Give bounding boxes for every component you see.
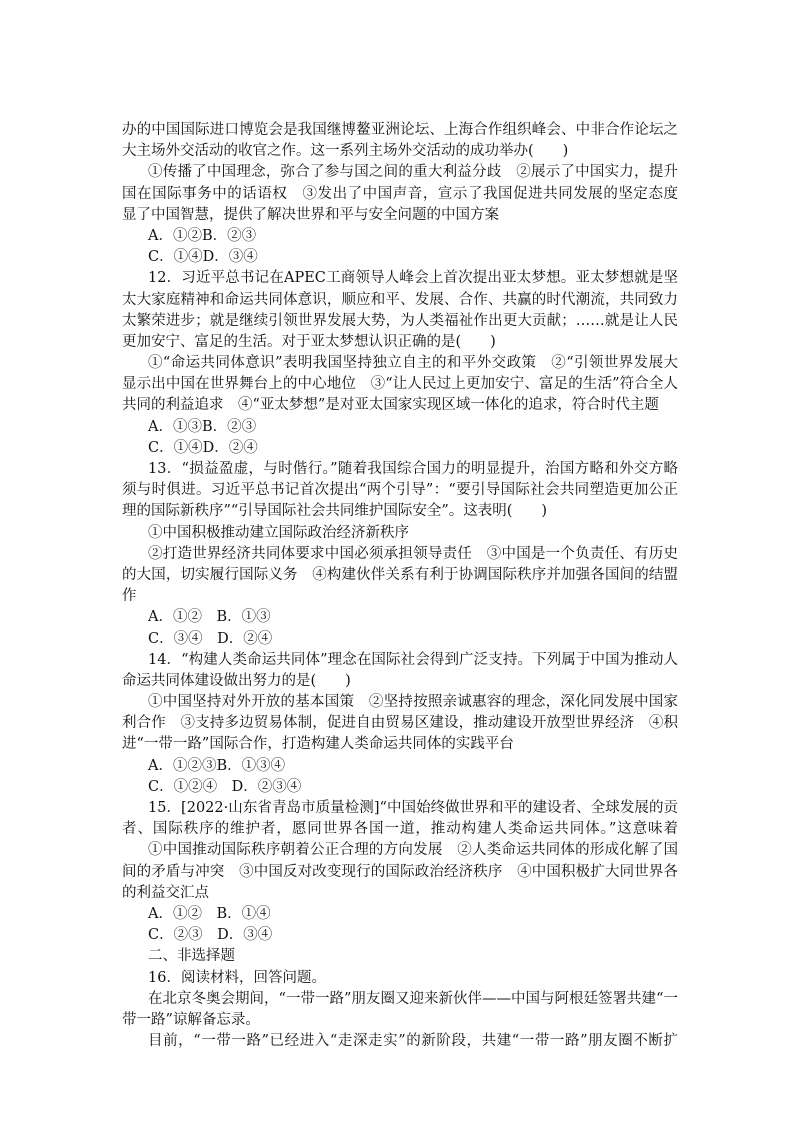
text-line: ②打造世界经济共同体要求中国必须承担领导责任 ③中国是一个负责任、有历史 <box>148 545 678 562</box>
text-line: 的利益交汇点 <box>122 884 209 901</box>
text-line: 二、非选择题 <box>148 948 235 965</box>
text-line: 12．习近平总书记在APEC工商领导人峰会上首次提出亚太梦想。亚太梦想就是坚 <box>148 270 678 287</box>
text-line: 理的国际新秩序”“引导国际社会共同维护国际安全”。这表明( ) <box>122 503 548 520</box>
document-page <box>122 120 678 1052</box>
text-line: 16．阅读材料，回答问题。 <box>148 969 326 986</box>
text-line: 间的矛盾与冲突 ③中国反对改变现行的国际政治经济秩序 ④中国积极扩大同世界各 <box>122 863 678 880</box>
text-line: A．①②③B．①③④ <box>148 757 286 774</box>
text-line: C．①④D．③④ <box>148 249 258 266</box>
text-line: 进“一带一路”国际合作，打造构建人类命运共同体的实践平台 <box>122 736 514 753</box>
text-line: ①中国积极推动建立国际政治经济新秩序 <box>148 524 409 541</box>
text-line: 的大国，切实履行国际义务 ④构建伙伴关系有利于协调国际秩序并加强各国间的结盟 <box>122 566 678 583</box>
text-line: 办的中国国际进口博览会是我国继博鳌亚洲论坛、上海合作组织峰会、中非合作论坛之 <box>122 122 678 138</box>
text-line: 作 <box>122 588 137 605</box>
text-line: ①“命运共同体意识”表明我国坚持独立自主的和平外交政策 ②“引领世界发展大 <box>148 355 678 372</box>
text-line: 在北京冬奥会期间，“一带一路”朋友圈又迎来新伙伴——中国与阿根廷签署共建“一 <box>148 990 678 1007</box>
text-line: C．③④ D．②④ <box>148 630 273 647</box>
text-line: C．②③ D．③④ <box>148 927 273 944</box>
text-line: ①传播了中国理念，弥合了参与国之间的重大利益分歧 ②展示了中国实力，提升 <box>148 164 678 181</box>
text-line: A．①③B．②③ <box>148 418 257 435</box>
text-line: 14．“构建人类命运共同体”理念在国际社会得到广泛支持。下列属于中国为推动人 <box>148 651 678 668</box>
text-line: ①中国推动国际秩序朝着公正合理的方向发展 ②人类命运共同体的形成化解了国 <box>148 842 678 859</box>
text-line: 太大家庭精神和命运共同体意识，顺应和平、发展、合作、共赢的时代潮流，共同致力 <box>122 291 678 308</box>
text-line: 带一路”谅解备忘录。 <box>122 1011 260 1028</box>
text-line: 13．“损益盈虚，与时偕行。”随着我国综合国力的明显提升，治国方略和外交方略 <box>148 461 678 477</box>
text-line: 者、国际秩序的维护者，愿同世界各国一道，推动构建人类命运共同体。”这意味着 <box>122 821 678 838</box>
text-line: 更加安宁、富足的生活。对于亚太梦想认识正确的是( ) <box>122 333 496 350</box>
text-line: 目前，“一带一路”已经进入“走深走实”的新阶段，共建“一带一路”朋友圈不断扩 <box>148 1033 678 1050</box>
text-line: 大主场外交活动的收官之作。这一系列主场外交活动的成功举办( ) <box>122 143 569 160</box>
text-line: 显了中国智慧，提供了解决世界和平与安全问题的中国方案 <box>122 206 499 223</box>
text-line: 命运共同体建设做出努力的是( ) <box>122 672 351 689</box>
text-line: ①中国坚持对外开放的基本国策 ②坚持按照亲诚惠容的理念，深化同发展中国家 <box>148 694 678 711</box>
text-line: C．①④D．②④ <box>148 439 258 456</box>
text-line: A．①② B．①④ <box>148 905 271 922</box>
text-line: 利合作 ③支持多边贸易体制，促进自由贸易区建设，推动建设开放型世界经济 ④积 <box>122 715 678 732</box>
text-line: A．①② B．①③ <box>148 609 271 626</box>
text-line: 太繁荣进步；就是继续引领世界发展大势，为人类福祉作出更大贡献；……就是让人民 <box>122 312 678 329</box>
text-line: 15．[2022·山东省青岛市质量检测]“中国始终做世界和平的建设者、全球发展的贡 <box>148 800 678 816</box>
text-line: 国在国际事务中的话语权 ③发出了中国声音，宣示了我国促进共同发展的坚定态度 <box>122 185 678 202</box>
text-line: 显示出中国在世界舞台上的中心地位 ③“让人民过上更加安宁、富足的生活”符合全人 <box>122 376 678 393</box>
text-line: 共同的利益追求 ④“亚太梦想”是对亚太国家实现区域一体化的追求，符合时代主题 <box>122 397 659 414</box>
text-line: A．①②B．②③ <box>148 227 257 244</box>
text-line: 须与时俱进。习近平总书记首次提出“两个引导”：“要引导国际社会共同塑造更加公正 <box>122 482 678 499</box>
text-line: C．①②④ D．②③④ <box>148 778 302 795</box>
